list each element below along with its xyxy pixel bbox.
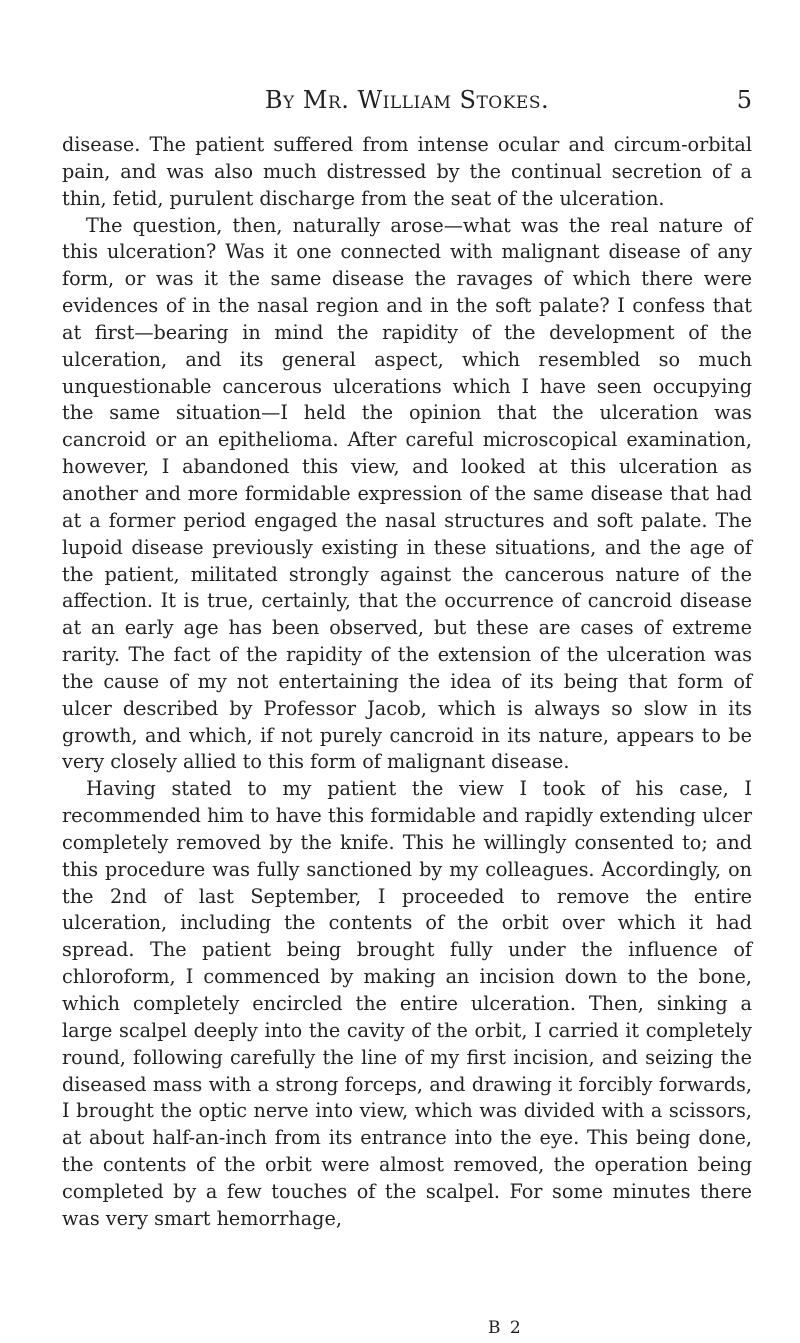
- paragraph-1: disease. The patient suffered from intense ocular and circum-orbital pain, and was also much distressed by the continual secretion of a thin, fetid, purulent discharge from the seat of the ulceration.: [62, 133, 752, 210]
- running-title: By Mr. William Stokes.: [264, 86, 550, 114]
- paragraph-2: The question, then, naturally arose—what was the real nature of this ulceration? Was it one connected with malignant disease of any form, or was it the same disease the ravages of which there were evidences of in the nasal region and in the soft palate? I confess that at first—bearing in mind the rapidity of the development of the ulceration, and its general aspect, which resembled so much unquestionable cancerous ulcerations which I have seen occupying the same situation—I held the opinion that the ulceration was cancroid or an epithelioma. After careful microscopical examination, however, I abandoned this view, and looked at this ulceration as another and more formidable expression of the same disease that had at a former period engaged the nasal structures and soft palate. The lupoid disease previously existing in these situations, and the age of the patient, militated strongly against the cancerous nature of the affection. It is true, certainly, that the occurrence of cancroid disease at an early age has been observed, but these are cases of extreme rarity. The fact of the rapidity of the extension of the ulceration was the cause of my not entertaining the idea of its being that form of ulcer described by Professor Jacob, which is always so slow in its growth, and which, if not purely cancroid in its nature, appears to be very closely allied to this form of malignant disease.: [62, 213, 752, 774]
- paragraph-3: Having stated to my patient the view I took of his case, I recommended him to have this formidable and rapidly extending ulcer completely removed by the knife. This he willingly consented to; and this procedure was fully sanctioned by my colleagues. Accordingly, on the 2nd of last September, I proceeded to remove the entire ulceration, including the contents of the orbit over which it had spread. The patient being brought fully under the influence of chloroform, I commenced by making an incision down to the bone, which completely encircled the entire ulceration. Then, sinking a large scalpel deeply into the cavity of the orbit, I carried it completely round, following carefully the line of my first incision, and seizing the diseased mass with a strong forceps, and drawing it forcibly forwards, I brought the optic nerve into view, which was divided with a scissors, at about half-an-inch from its entrance into the eye. This being done, the contents of the orbit were almost removed, the operation being completed by a few touches of the scalpel. For some minutes there was very smart hemorrhage,: [62, 777, 752, 1230]
- page: [62, 86, 752, 1233]
- page-number: 5: [736, 86, 752, 114]
- running-head: [62, 86, 752, 126]
- body-text: [62, 132, 752, 1233]
- signature-mark: B 2: [488, 1318, 523, 1338]
